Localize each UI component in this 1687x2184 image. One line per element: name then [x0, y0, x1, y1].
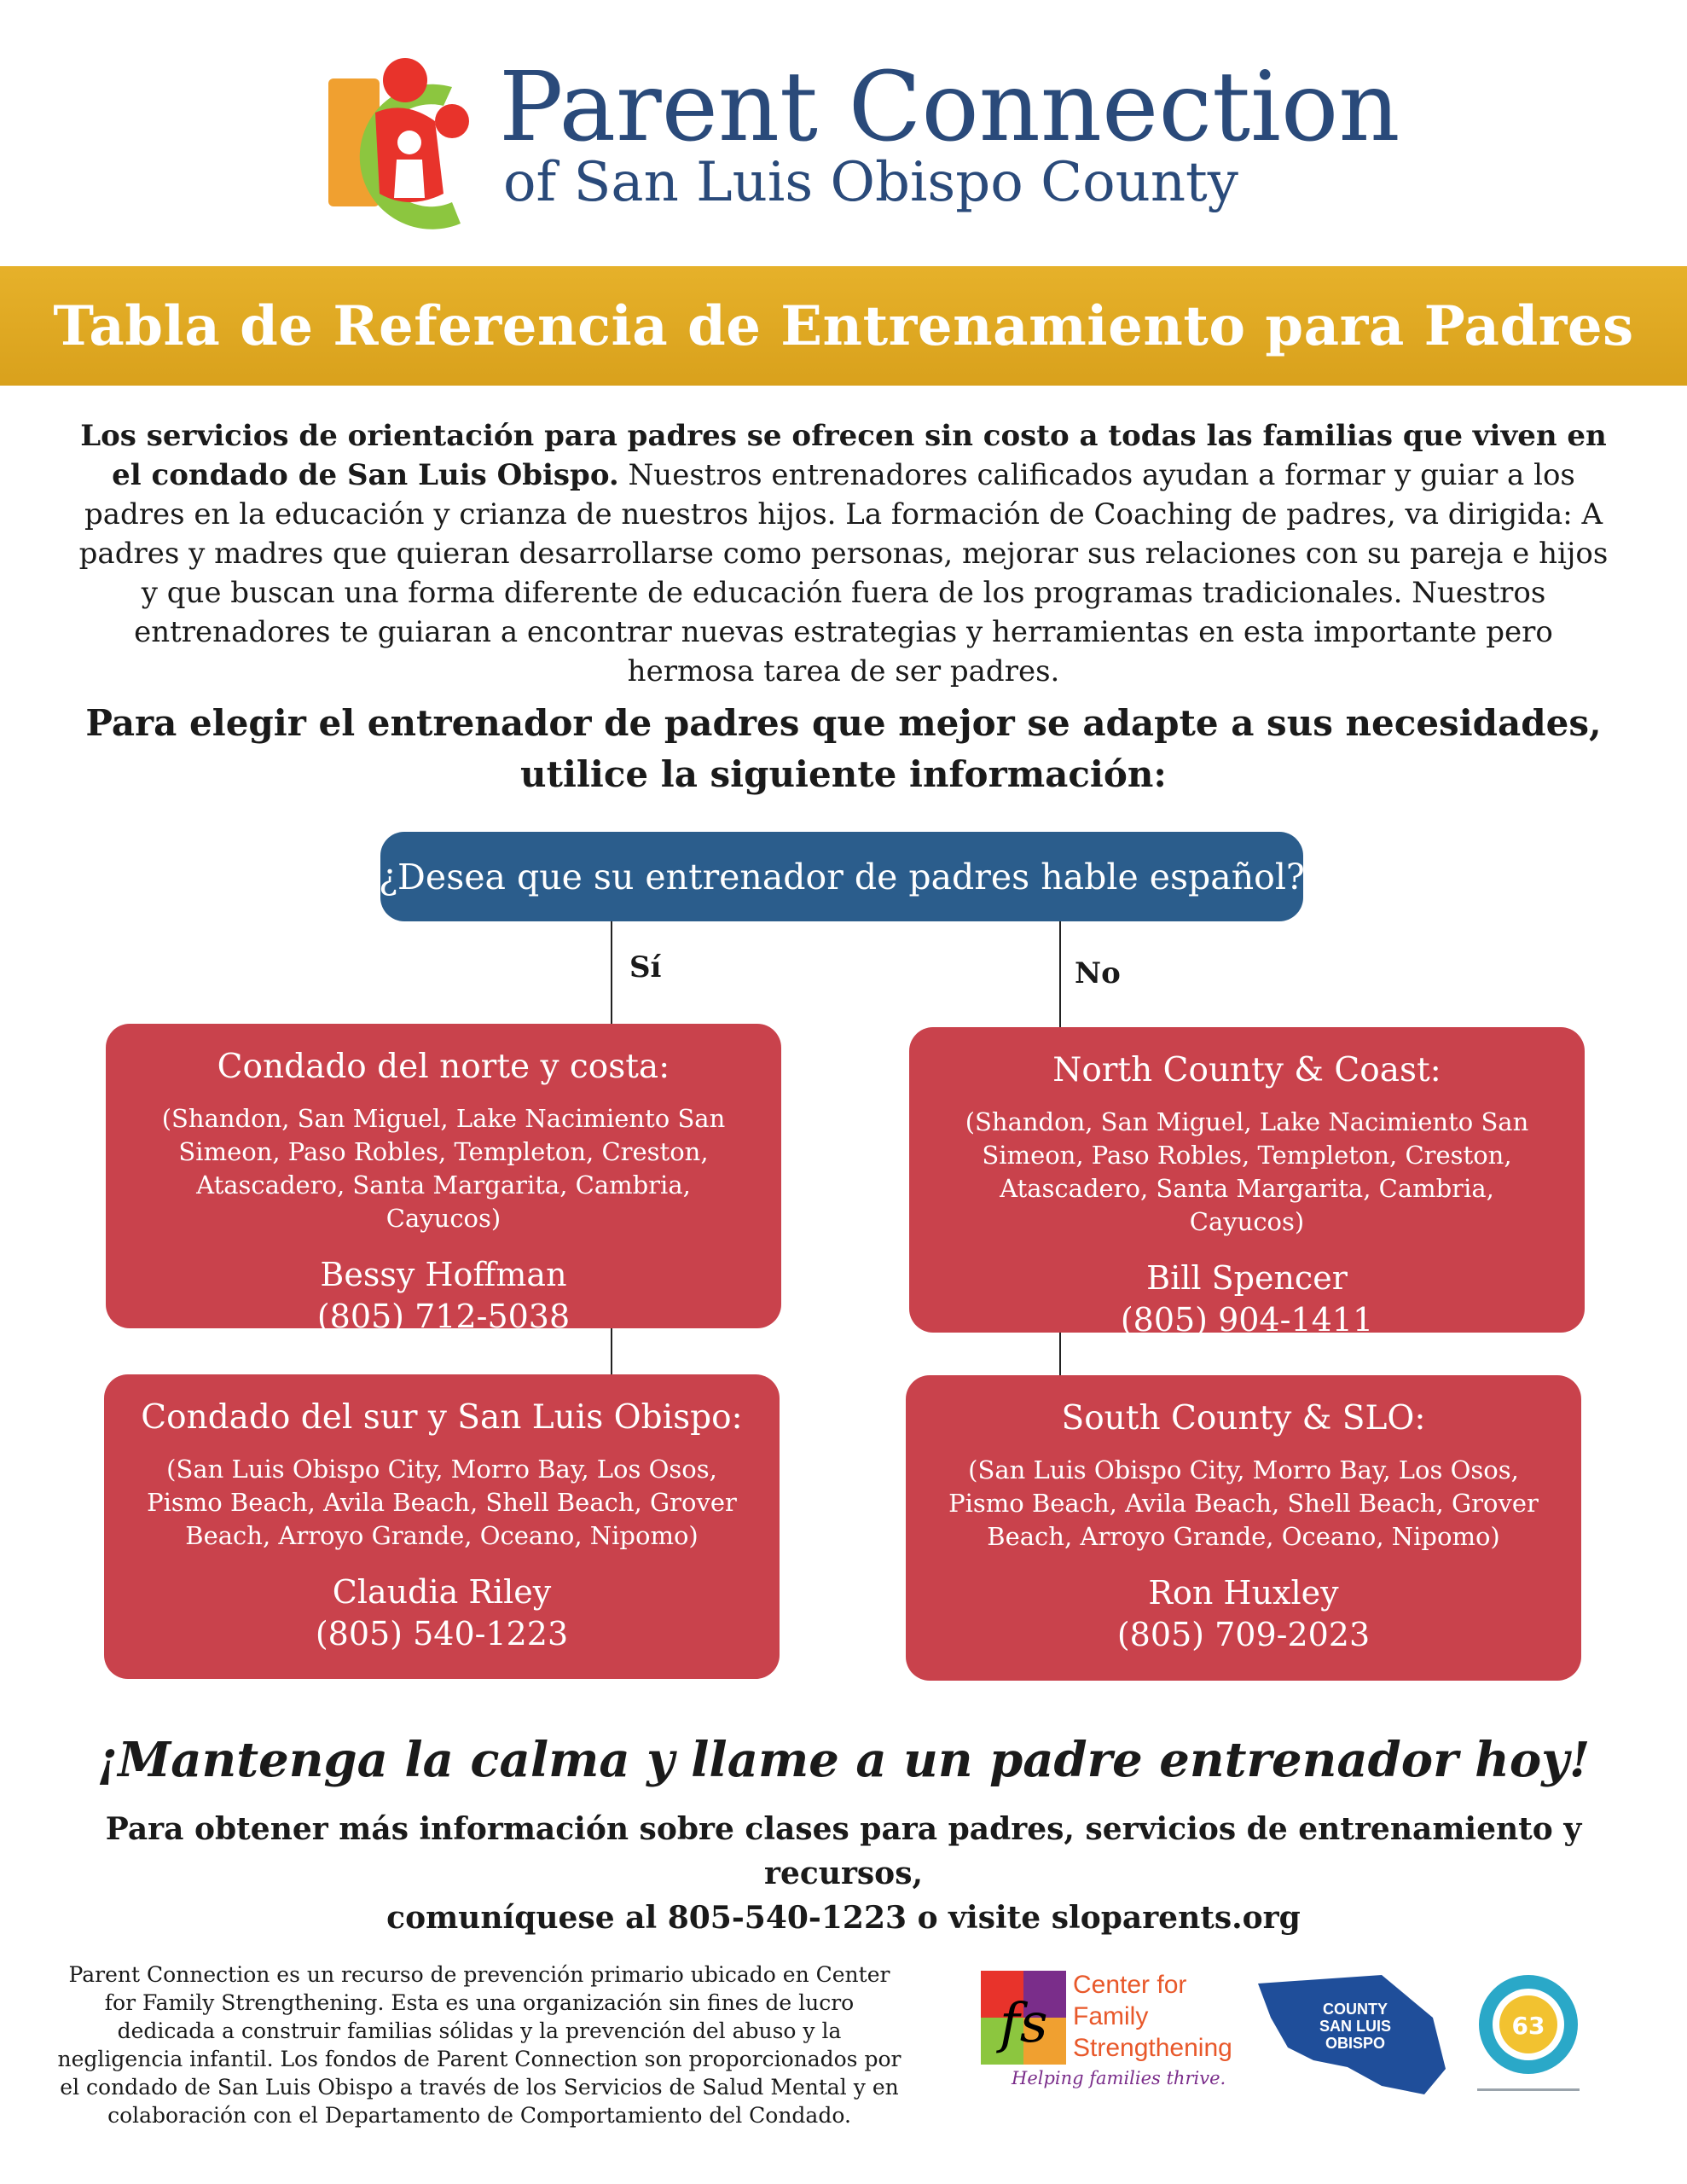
- card-towns: (Shandon, San Miguel, Lake Nacimiento San Simeon, Paso Robles, Templeton, Creston, Atascadero, Santa Margarita, Cambria, Cayucos): [965, 1107, 1529, 1236]
- cfs-name-line-2: Family: [1073, 2002, 1149, 2030]
- prompt-line-1: Para elegir el entrenador de padres que mejor se adapte a sus necesidades,: [85, 702, 1602, 744]
- coach-name: Bill Spencer: [1146, 1259, 1348, 1297]
- coach-card-north-english: [909, 1027, 1585, 1339]
- card-towns: (San Luis Obispo City, Morro Bay, Los Osos, Pismo Beach, Avila Beach, Shell Beach, Grover Beach, Arroyo Grande, Oceano, Nipomo): [147, 1455, 737, 1550]
- question-text: ¿Desea que su entrenador de padres hable español?: [379, 856, 1305, 897]
- county-name: [1283, 2001, 1428, 2052]
- slogan: ¡Mantenga la calma y llame a un padre entrenador hoy!: [96, 1732, 1591, 1788]
- intro-body: Nuestros entrenadores calificados ayudan a formar y guiar a los padres en la educación y crianza de nuestros hijos. La formación de Coaching de padres, va dirigida: A padres y madres que quieran desarrollarse como personas, mejorar sus relaciones con su pareja e hijos y que buscan una forma diferente de educación fuera de los programas tradicionales. Nuestros entrenadores te guiaran a encontrar nuevas estrategias y herramientas en esta importante pero hermosa tarea de ser padres.: [78, 458, 1609, 688]
- mental-health-services-seal-icon: [1469, 1969, 1588, 2106]
- svg-text:63: 63: [1511, 2012, 1545, 2040]
- more-info-line-1: Para obtener más información sobre clases para padres, servicios de entrenamiento y recursos,: [105, 1811, 1582, 1891]
- card-region: South County & SLO:: [1061, 1399, 1426, 1438]
- card-towns: (Shandon, San Miguel, Lake Nacimiento San Simeon, Paso Robles, Templeton, Creston, Atascadero, Santa Margarita, Cambria, Cayucos): [161, 1104, 726, 1233]
- connector-line-yes-lower: [611, 1328, 612, 1376]
- parent-connection-logo: [324, 53, 495, 241]
- connector-line-no: [1059, 921, 1061, 1027]
- county-line-2: SAN LUIS: [1319, 2018, 1391, 2035]
- coach-name: Ron Huxley: [1148, 1574, 1339, 1612]
- cfs-name-line-1: Center for: [1073, 1971, 1187, 1999]
- card-region: Condado del norte y costa:: [217, 1048, 670, 1086]
- footer-text: Parent Connection es un recurso de prevención primario ubicado en Center for Family Strengthening. Esta es una organización sin fines de lucro dedicada a construir familias sólidas y la prevención del abuso y la negligencia infantil. Los fondos de Parent Connection son proporcionados por el condado de San Luis Obispo a través de los Servicios de Salud Mental y en colaboración con el Departamento de Comportamiento del Condado.: [57, 1962, 901, 2128]
- more-info-line-2: comuníquese al 805-540-1223 o visite sloparents.org: [386, 1900, 1301, 1936]
- card-region: Condado del sur y San Luis Obispo:: [141, 1398, 743, 1437]
- coach-card-north-spanish: [106, 1024, 781, 1335]
- coach-card-south-english: [906, 1375, 1581, 1681]
- coach-phone: (805) 712-5038: [316, 1298, 571, 1335]
- connector-line-yes: [611, 921, 612, 1024]
- svg-text:fs: fs: [1000, 1992, 1048, 2055]
- org-title: Parent Connection: [499, 52, 1400, 163]
- coach-phone: (805) 904-1411: [1120, 1301, 1374, 1339]
- card-towns: (San Luis Obispo City, Morro Bay, Los Osos, Pismo Beach, Avila Beach, Shell Beach, Grover Beach, Arroyo Grande, Oceano, Nipomo): [948, 1455, 1539, 1551]
- intro-paragraph: [68, 416, 1619, 691]
- org-subtitle: of San Luis Obispo County: [503, 151, 1238, 214]
- title-banner: [0, 266, 1687, 386]
- coach-phone: (805) 540-1223: [315, 1615, 569, 1653]
- coach-phone: (805) 709-2023: [1116, 1616, 1371, 1653]
- coach-name: Bessy Hoffman: [320, 1256, 567, 1293]
- cfs-name-line-3: Strengthening: [1073, 2034, 1232, 2062]
- card-region: North County & Coast:: [1052, 1051, 1441, 1089]
- branch-label-no: No: [1075, 956, 1121, 990]
- coach-card-south-spanish: [104, 1374, 780, 1679]
- page-title: Tabla de Referencia de Entrenamiento para Padres: [53, 293, 1634, 358]
- cfs-tagline: Helping families thrive.: [1012, 2068, 1226, 2088]
- cfs-name: [1073, 1969, 1232, 2064]
- branch-label-yes: Sí: [629, 950, 662, 985]
- coach-name: Claudia Riley: [332, 1573, 552, 1611]
- county-line-1: COUNTY: [1323, 2001, 1388, 2018]
- county-line-3: OBISPO: [1325, 2035, 1385, 2052]
- prompt-line-2: utilice la siguiente información:: [520, 753, 1167, 795]
- connector-line-no-lower: [1059, 1333, 1061, 1375]
- more-info: [85, 1807, 1602, 1940]
- selection-prompt: [85, 698, 1602, 800]
- question-box: [380, 832, 1303, 921]
- intro-bold-lead: Los servicios de orientación para padres se ofrecen sin costo a todas las familias que viven en el condado de San Luis Obispo.: [80, 419, 1607, 492]
